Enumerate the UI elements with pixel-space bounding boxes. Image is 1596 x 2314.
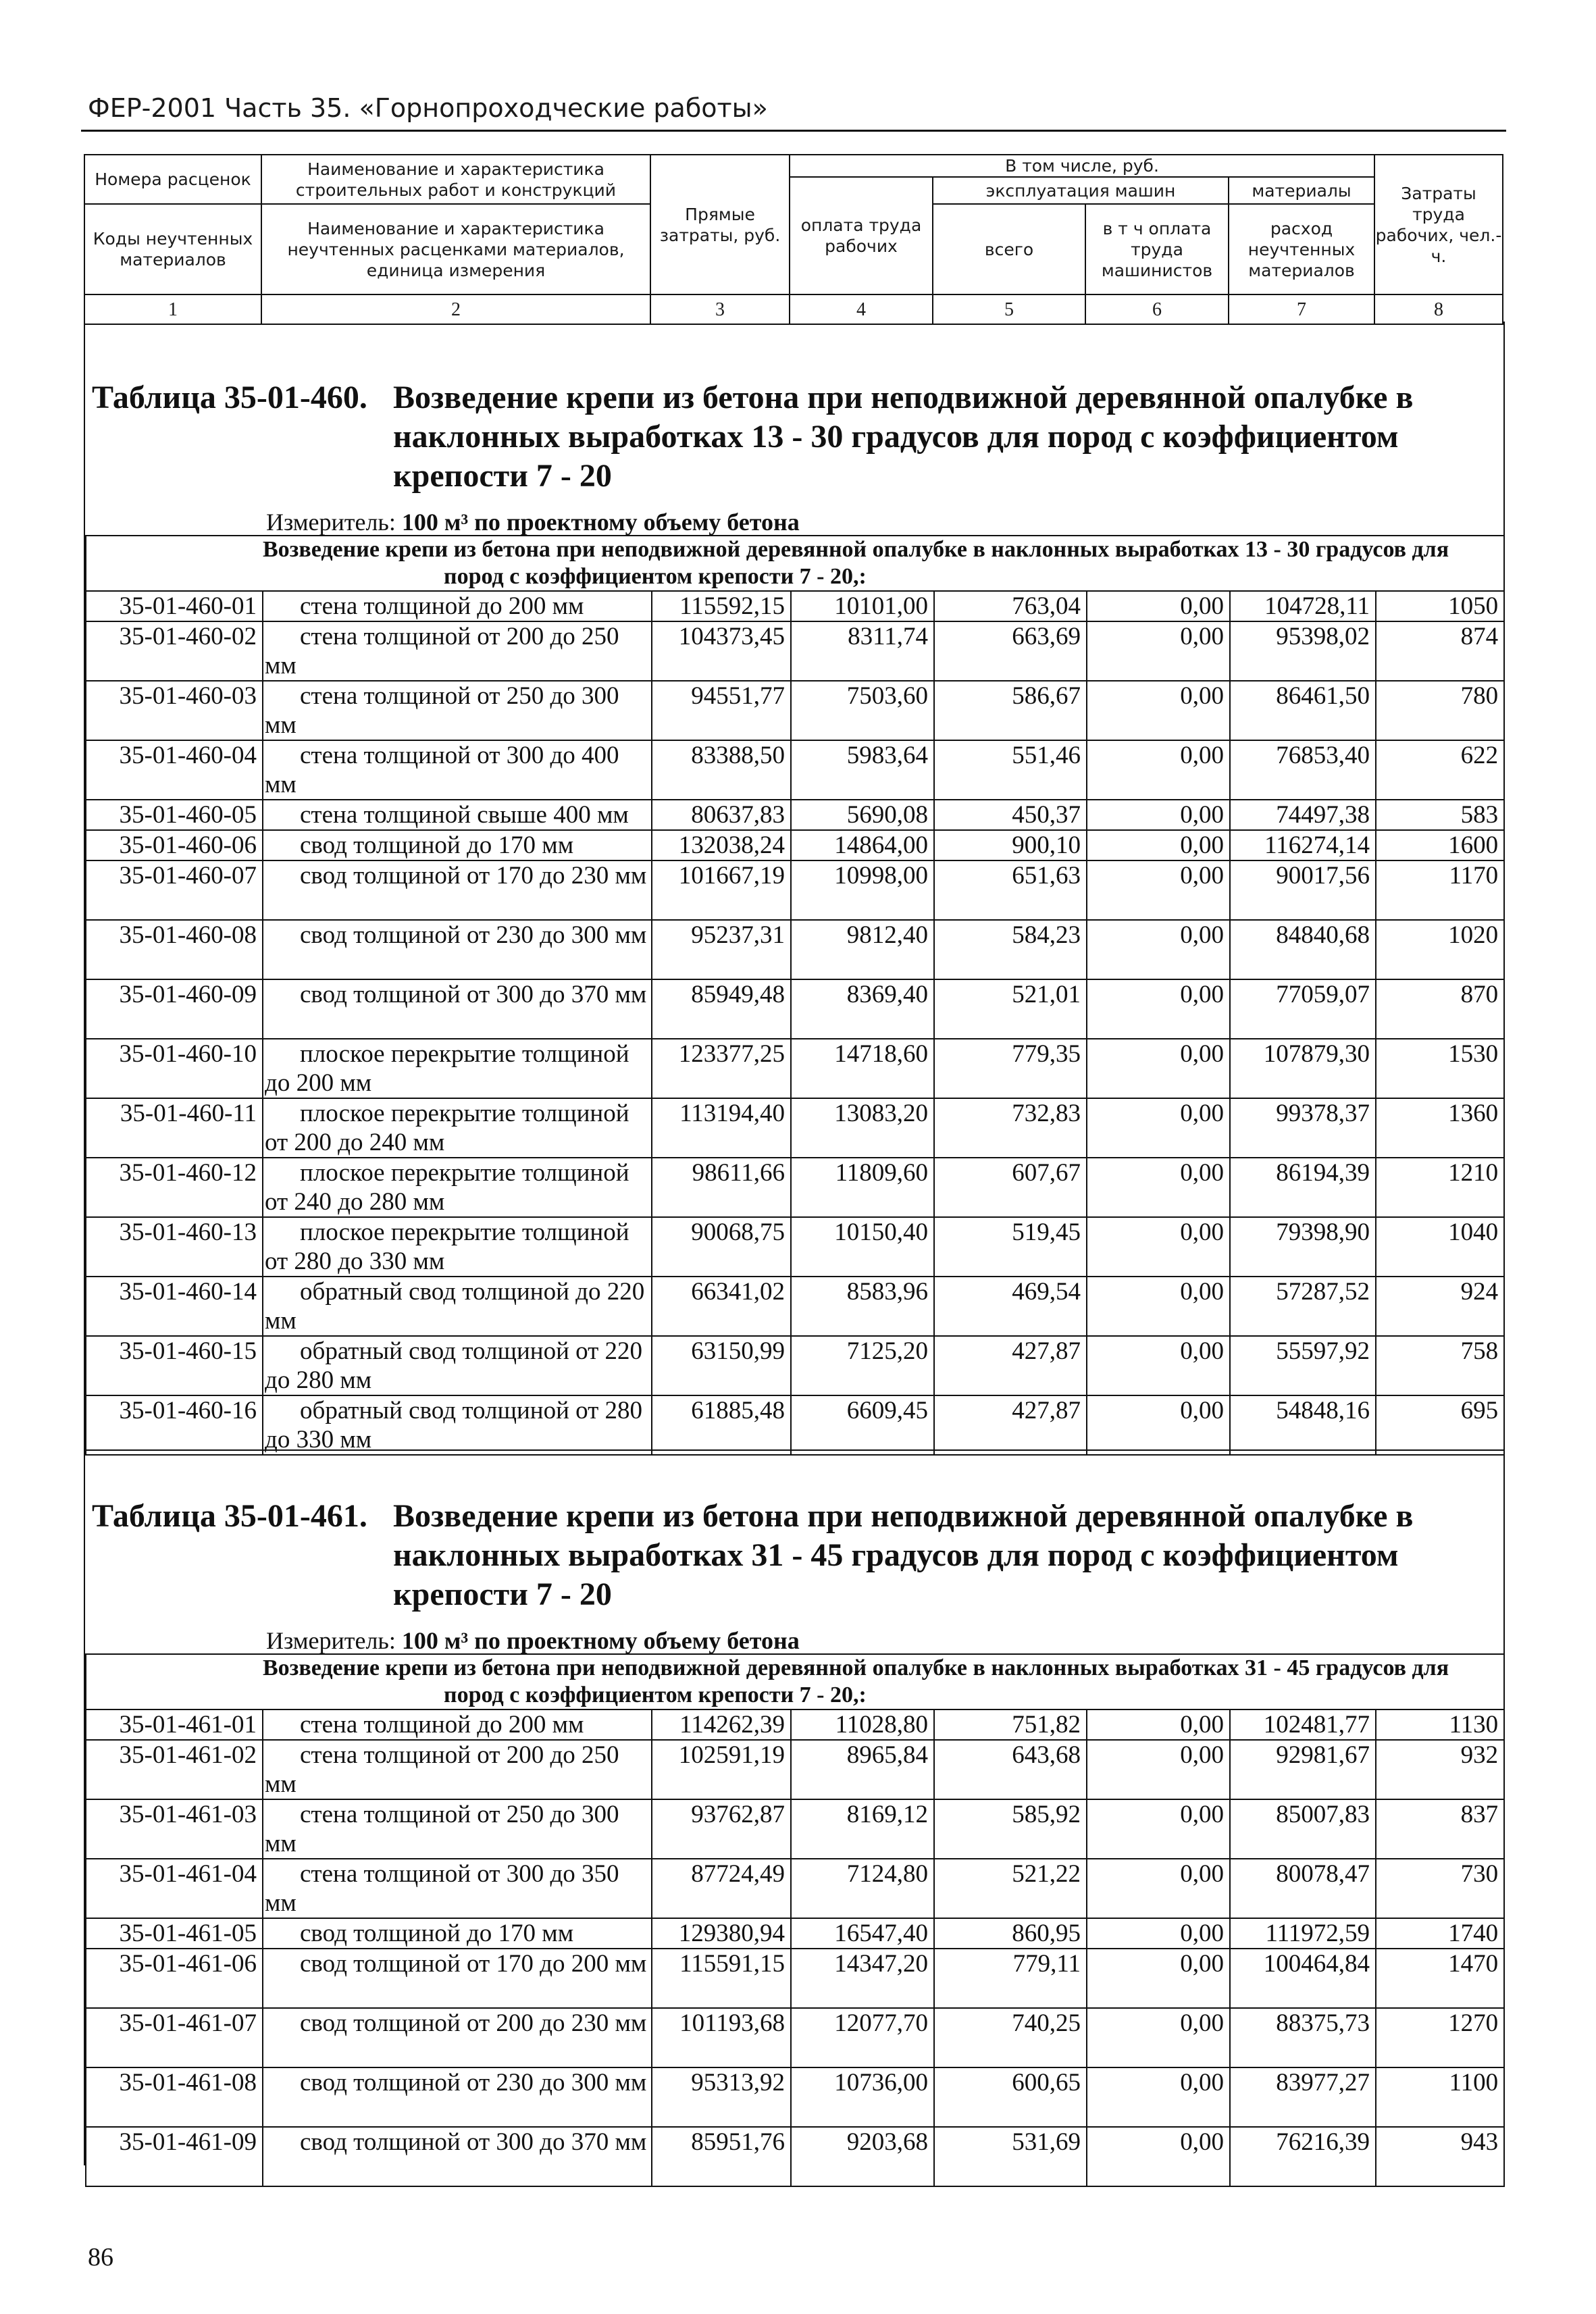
table-460: [85, 535, 1505, 1456]
cell-rate-code: 35-01-460-12: [86, 1158, 263, 1217]
cell-work-name: свод толщиной от 170 до 200 мм: [263, 1949, 652, 2008]
cell-operators-pay: 0,00: [1087, 1217, 1230, 1277]
table-row: [86, 860, 1504, 920]
meter-label: Измеритель:: [266, 509, 396, 536]
cell-materials-cost: 83977,27: [1230, 2067, 1376, 2127]
cell-machines-total: 860,95: [934, 1918, 1087, 1949]
cell-machines-total: 551,46: [934, 740, 1087, 800]
cell-work-name: стена толщиной от 250 до 300 мм: [263, 1799, 652, 1859]
cell-direct-costs: 101667,19: [652, 860, 791, 920]
table-row: [86, 1395, 1504, 1455]
cell-labor-hours: 932: [1376, 1740, 1504, 1799]
col-head-material-codes: Коды неучтенных материалов: [84, 204, 261, 294]
cell-worker-pay: 8369,40: [791, 979, 934, 1039]
cell-operators-pay: 0,00: [1087, 1709, 1230, 1740]
cell-work-name: свод толщиной от 170 до 230 мм: [263, 860, 652, 920]
cell-worker-pay: 14347,20: [791, 1949, 934, 2008]
cell-direct-costs: 95313,92: [652, 2067, 791, 2127]
col-head-machine-operation: эксплуатация машин: [933, 177, 1229, 204]
cell-materials-cost: 76216,39: [1230, 2127, 1376, 2186]
cell-rate-code: 35-01-461-01: [86, 1709, 263, 1740]
cell-work-name: плоское перекрытие толщиной до 200 мм: [263, 1039, 652, 1098]
table-row: [86, 1709, 1504, 1740]
cell-rate-code: 35-01-460-07: [86, 860, 263, 920]
col-head-work-name: Наименование и характеристика строительных работ и конструкций: [261, 155, 650, 204]
cell-worker-pay: 10736,00: [791, 2067, 934, 2127]
cell-machines-total: 751,82: [934, 1709, 1087, 1740]
cell-labor-hours: 1270: [1376, 2008, 1504, 2067]
cell-operators-pay: 0,00: [1087, 1918, 1230, 1949]
col-number: 8: [1374, 294, 1503, 324]
cell-work-name: обратный свод толщиной от 280 до 330 мм: [263, 1395, 652, 1455]
cell-operators-pay: 0,00: [1087, 1799, 1230, 1859]
cell-direct-costs: 98611,66: [652, 1158, 791, 1217]
cell-materials-cost: 77059,07: [1230, 979, 1376, 1039]
cell-materials-cost: 104728,11: [1230, 591, 1376, 621]
table-row: [86, 1336, 1504, 1395]
cell-operators-pay: 0,00: [1087, 591, 1230, 621]
table-row: [86, 621, 1504, 681]
table-460-meter: [266, 508, 800, 536]
cell-rate-code: 35-01-460-16: [86, 1395, 263, 1455]
cell-materials-cost: 90017,56: [1230, 860, 1376, 920]
cell-operators-pay: 0,00: [1087, 1336, 1230, 1395]
cell-work-name: стена толщиной от 250 до 300 мм: [263, 681, 652, 740]
cell-rate-code: 35-01-461-04: [86, 1859, 263, 1918]
col-number: 7: [1229, 294, 1374, 324]
col-number: 2: [261, 294, 650, 324]
table-row: [86, 1098, 1504, 1158]
table-row: [86, 979, 1504, 1039]
cell-operators-pay: 0,00: [1087, 1277, 1230, 1336]
cell-worker-pay: 11028,80: [791, 1709, 934, 1740]
cell-materials-cost: 88375,73: [1230, 2008, 1376, 2067]
cell-machines-total: 643,68: [934, 1740, 1087, 1799]
cell-materials-cost: 95398,02: [1230, 621, 1376, 681]
cell-work-name: стена толщиной от 200 до 250 мм: [263, 621, 652, 681]
cell-work-name: стена толщиной от 300 до 350 мм: [263, 1859, 652, 1918]
table-461-subheader: [263, 1654, 1504, 1709]
cell-worker-pay: 6609,45: [791, 1395, 934, 1455]
table-row: [86, 1039, 1504, 1098]
cell-rate-code: 35-01-460-09: [86, 979, 263, 1039]
table-row: [86, 1799, 1504, 1859]
subheader-gap: [86, 536, 263, 591]
cell-materials-cost: 80078,47: [1230, 1859, 1376, 1918]
cell-worker-pay: 8965,84: [791, 1740, 934, 1799]
table-row: [86, 1740, 1504, 1799]
cell-machines-total: 651,63: [934, 860, 1087, 920]
table-row: [86, 800, 1504, 830]
cell-labor-hours: 924: [1376, 1277, 1504, 1336]
cell-work-name: свод толщиной от 200 до 230 мм: [263, 2008, 652, 2067]
table-row: [86, 2067, 1504, 2127]
cell-operators-pay: 0,00: [1087, 1395, 1230, 1455]
col-number: 6: [1085, 294, 1229, 324]
meter-unit: 100 м³ по проектному объему бетона: [401, 1627, 800, 1654]
cell-work-name: свод толщиной до 170 мм: [263, 1918, 652, 1949]
cell-rate-code: 35-01-460-08: [86, 920, 263, 979]
cell-worker-pay: 7124,80: [791, 1859, 934, 1918]
cell-work-name: обратный свод толщиной от 220 до 280 мм: [263, 1336, 652, 1395]
cell-machines-total: 779,35: [934, 1039, 1087, 1098]
table-row: [86, 2008, 1504, 2067]
cell-machines-total: 469,54: [934, 1277, 1087, 1336]
cell-worker-pay: 5983,64: [791, 740, 934, 800]
cell-work-name: свод толщиной до 170 мм: [263, 830, 652, 860]
table-461-title: Возведение крепи из бетона при неподвижной деревянной опалубке в наклонных выработках 31 - 45 градусов для пород с коэффициентом крепости 7 - 20: [393, 1498, 1414, 1612]
running-head: ФЕР-2001 Часть 35. «Горнопроходческие работы»: [88, 93, 768, 123]
cell-operators-pay: 0,00: [1087, 860, 1230, 920]
cell-work-name: стена толщиной от 200 до 250 мм: [263, 1740, 652, 1799]
cell-materials-cost: 111972,59: [1230, 1918, 1376, 1949]
cell-direct-costs: 80637,83: [652, 800, 791, 830]
cell-operators-pay: 0,00: [1087, 800, 1230, 830]
cell-direct-costs: 83388,50: [652, 740, 791, 800]
cell-work-name: стена толщиной до 200 мм: [263, 1709, 652, 1740]
cell-machines-total: 740,25: [934, 2008, 1087, 2067]
cell-materials-cost: 107879,30: [1230, 1039, 1376, 1098]
cell-rate-code: 35-01-460-14: [86, 1277, 263, 1336]
cell-operators-pay: 0,00: [1087, 2067, 1230, 2127]
table-row: [86, 1949, 1504, 2008]
table-460-caption: [92, 378, 1503, 496]
cell-direct-costs: 129380,94: [652, 1918, 791, 1949]
cell-work-name: плоское перекрытие толщиной от 240 до 280 мм: [263, 1158, 652, 1217]
cell-materials-cost: 116274,14: [1230, 830, 1376, 860]
page-number: 86: [88, 2243, 113, 2271]
cell-machines-total: 900,10: [934, 830, 1087, 860]
cell-labor-hours: 1100: [1376, 2067, 1504, 2127]
col-number: 4: [790, 294, 933, 324]
table-461-label: Таблица 35-01-461.: [92, 1498, 367, 1534]
cell-labor-hours: 695: [1376, 1395, 1504, 1455]
cell-labor-hours: 874: [1376, 621, 1504, 681]
cell-materials-cost: 102481,77: [1230, 1709, 1376, 1740]
cell-operators-pay: 0,00: [1087, 1039, 1230, 1098]
cell-direct-costs: 85949,48: [652, 979, 791, 1039]
cell-materials-cost: 86194,39: [1230, 1158, 1376, 1217]
col-number: 1: [84, 294, 261, 324]
cell-worker-pay: 8169,12: [791, 1799, 934, 1859]
cell-machines-total: 779,11: [934, 1949, 1087, 2008]
cell-machines-total: 763,04: [934, 591, 1087, 621]
cell-direct-costs: 94551,77: [652, 681, 791, 740]
cell-direct-costs: 104373,45: [652, 621, 791, 681]
tables-content: [84, 322, 1505, 2165]
cell-machines-total: 519,45: [934, 1217, 1087, 1277]
cell-labor-hours: 870: [1376, 979, 1504, 1039]
meter-label: Измеритель:: [266, 1627, 396, 1654]
cell-machines-total: 521,22: [934, 1859, 1087, 1918]
cell-machines-total: 427,87: [934, 1336, 1087, 1395]
cell-labor-hours: 1740: [1376, 1918, 1504, 1949]
table-row: [86, 830, 1504, 860]
cell-operators-pay: 0,00: [1087, 2008, 1230, 2067]
cell-work-name: плоское перекрытие толщиной от 280 до 330 мм: [263, 1217, 652, 1277]
header-rule: [81, 130, 1506, 132]
cell-work-name: стена толщиной свыше 400 мм: [263, 800, 652, 830]
cell-direct-costs: 66341,02: [652, 1277, 791, 1336]
cell-machines-total: 607,67: [934, 1158, 1087, 1217]
cell-rate-code: 35-01-461-09: [86, 2127, 263, 2186]
cell-direct-costs: 93762,87: [652, 1799, 791, 1859]
cell-operators-pay: 0,00: [1087, 1158, 1230, 1217]
cell-rate-code: 35-01-461-08: [86, 2067, 263, 2127]
cell-operators-pay: 0,00: [1087, 1098, 1230, 1158]
col-number: 5: [933, 294, 1085, 324]
cell-operators-pay: 0,00: [1087, 920, 1230, 979]
cell-direct-costs: 95237,31: [652, 920, 791, 979]
cell-operators-pay: 0,00: [1087, 1740, 1230, 1799]
col-number: 3: [650, 294, 790, 324]
subheader-gap: [86, 1654, 263, 1709]
cell-rate-code: 35-01-460-06: [86, 830, 263, 860]
cell-materials-cost: 74497,38: [1230, 800, 1376, 830]
cell-machines-total: 600,65: [934, 2067, 1087, 2127]
cell-worker-pay: 11809,60: [791, 1158, 934, 1217]
cell-labor-hours: 1210: [1376, 1158, 1504, 1217]
cell-direct-costs: 101193,68: [652, 2008, 791, 2067]
cell-materials-cost: 57287,52: [1230, 1277, 1376, 1336]
cell-materials-cost: 100464,84: [1230, 1949, 1376, 2008]
cell-operators-pay: 0,00: [1087, 740, 1230, 800]
cell-rate-code: 35-01-461-07: [86, 2008, 263, 2067]
cell-labor-hours: 1170: [1376, 860, 1504, 920]
cell-machines-total: 586,67: [934, 681, 1087, 740]
cell-machines-total: 521,01: [934, 979, 1087, 1039]
cell-work-name: свод толщиной от 230 до 300 мм: [263, 920, 652, 979]
cell-labor-hours: 1020: [1376, 920, 1504, 979]
cell-direct-costs: 132038,24: [652, 830, 791, 860]
cell-worker-pay: 5690,08: [791, 800, 934, 830]
cell-operators-pay: 0,00: [1087, 979, 1230, 1039]
cell-direct-costs: 61885,48: [652, 1395, 791, 1455]
cell-labor-hours: 1530: [1376, 1039, 1504, 1098]
cell-machines-total: 427,87: [934, 1395, 1087, 1455]
cell-direct-costs: 85951,76: [652, 2127, 791, 2186]
cell-labor-hours: 1040: [1376, 1217, 1504, 1277]
cell-rate-code: 35-01-460-11: [86, 1098, 263, 1158]
cell-labor-hours: 837: [1376, 1799, 1504, 1859]
cell-operators-pay: 0,00: [1087, 681, 1230, 740]
cell-labor-hours: 1470: [1376, 1949, 1504, 2008]
table-461-caption: [92, 1497, 1503, 1614]
cell-labor-hours: 730: [1376, 1859, 1504, 1918]
cell-machines-total: 585,92: [934, 1799, 1087, 1859]
cell-machines-total: 584,23: [934, 920, 1087, 979]
cell-work-name: стена толщиной от 300 до 400 мм: [263, 740, 652, 800]
table-460-label: Таблица 35-01-460.: [92, 380, 367, 415]
cell-work-name: обратный свод толщиной до 220 мм: [263, 1277, 652, 1336]
cell-labor-hours: 1360: [1376, 1098, 1504, 1158]
table-461: [85, 1653, 1505, 2187]
table-460-bottom-rule: [85, 1449, 1503, 1451]
cell-operators-pay: 0,00: [1087, 1949, 1230, 2008]
cell-materials-cost: 54848,16: [1230, 1395, 1376, 1455]
cell-direct-costs: 123377,25: [652, 1039, 791, 1098]
cell-worker-pay: 8583,96: [791, 1277, 934, 1336]
cell-work-name: свод толщиной от 300 до 370 мм: [263, 979, 652, 1039]
cell-worker-pay: 10101,00: [791, 591, 934, 621]
table-row: [86, 591, 1504, 621]
cell-materials-cost: 79398,90: [1230, 1217, 1376, 1277]
cell-rate-code: 35-01-461-03: [86, 1799, 263, 1859]
meter-unit: 100 м³ по проектному объему бетона: [401, 509, 800, 536]
cell-worker-pay: 13083,20: [791, 1098, 934, 1158]
cell-work-name: свод толщиной от 230 до 300 мм: [263, 2067, 652, 2127]
col-head-rate-numbers: Номера расценок: [84, 155, 261, 204]
cell-rate-code: 35-01-460-13: [86, 1217, 263, 1277]
cell-direct-costs: 102591,19: [652, 1740, 791, 1799]
cell-worker-pay: 9203,68: [791, 2127, 934, 2186]
cell-worker-pay: 14718,60: [791, 1039, 934, 1098]
cell-rate-code: 35-01-460-02: [86, 621, 263, 681]
cell-labor-hours: 622: [1376, 740, 1504, 800]
column-header-table: [84, 154, 1503, 325]
cell-rate-code: 35-01-460-10: [86, 1039, 263, 1098]
cell-operators-pay: 0,00: [1087, 1859, 1230, 1918]
col-head-unaccounted-materials: расход неучтенных материалов: [1229, 204, 1374, 294]
cell-rate-code: 35-01-460-15: [86, 1336, 263, 1395]
cell-work-name: стена толщиной до 200 мм: [263, 591, 652, 621]
table-row: [86, 1918, 1504, 1949]
cell-worker-pay: 9812,40: [791, 920, 934, 979]
col-head-machines-total: всего: [933, 204, 1085, 294]
cell-labor-hours: 1600: [1376, 830, 1504, 860]
cell-direct-costs: 114262,39: [652, 1709, 791, 1740]
col-head-including: В том числе, руб.: [790, 155, 1374, 177]
cell-labor-hours: 1130: [1376, 1709, 1504, 1740]
cell-worker-pay: 7125,20: [791, 1336, 934, 1395]
col-head-materials: материалы: [1229, 177, 1374, 204]
cell-machines-total: 450,37: [934, 800, 1087, 830]
table-461-subheader-text: Возведение крепи из бетона при неподвижной деревянной опалубке в наклонных выработках 31 - 45 градусов для пород с коэффициентом крепости 7 - 20,:: [263, 1655, 1449, 1707]
col-head-worker-pay: оплата труда рабочих: [790, 177, 933, 294]
cell-rate-code: 35-01-460-04: [86, 740, 263, 800]
cell-work-name: плоское перекрытие толщиной от 200 до 240 мм: [263, 1098, 652, 1158]
col-head-labor-hours: Затраты труда рабочих, чел.-ч.: [1374, 155, 1503, 294]
cell-materials-cost: 85007,83: [1230, 1799, 1376, 1859]
cell-worker-pay: 10150,40: [791, 1217, 934, 1277]
col-head-material-names: Наименование и характеристика неучтенных расценками материалов, единица измерения: [261, 204, 650, 294]
cell-materials-cost: 76853,40: [1230, 740, 1376, 800]
cell-worker-pay: 16547,40: [791, 1918, 934, 1949]
cell-materials-cost: 92981,67: [1230, 1740, 1376, 1799]
cell-materials-cost: 99378,37: [1230, 1098, 1376, 1158]
col-head-direct-costs: Прямые затраты, руб.: [650, 155, 790, 294]
cell-materials-cost: 86461,50: [1230, 681, 1376, 740]
cell-machines-total: 732,83: [934, 1098, 1087, 1158]
cell-machines-total: 663,69: [934, 621, 1087, 681]
cell-operators-pay: 0,00: [1087, 621, 1230, 681]
table-461-meter: [266, 1626, 800, 1655]
cell-materials-cost: 55597,92: [1230, 1336, 1376, 1395]
table-row: [86, 920, 1504, 979]
cell-work-name: свод толщиной от 300 до 370 мм: [263, 2127, 652, 2186]
cell-rate-code: 35-01-460-05: [86, 800, 263, 830]
col-head-operators-pay: в т ч оплата труда машинистов: [1085, 204, 1229, 294]
table-row: [86, 1217, 1504, 1277]
table-row: [86, 1158, 1504, 1217]
table-460-subheader: [263, 536, 1504, 591]
cell-worker-pay: 7503,60: [791, 681, 934, 740]
cell-machines-total: 531,69: [934, 2127, 1087, 2186]
cell-operators-pay: 0,00: [1087, 830, 1230, 860]
table-row: [86, 1277, 1504, 1336]
cell-direct-costs: 90068,75: [652, 1217, 791, 1277]
cell-direct-costs: 113194,40: [652, 1098, 791, 1158]
cell-labor-hours: 943: [1376, 2127, 1504, 2186]
cell-labor-hours: 1050: [1376, 591, 1504, 621]
cell-materials-cost: 84840,68: [1230, 920, 1376, 979]
cell-worker-pay: 12077,70: [791, 2008, 934, 2067]
cell-worker-pay: 14864,00: [791, 830, 934, 860]
cell-rate-code: 35-01-461-06: [86, 1949, 263, 2008]
table-row: [86, 740, 1504, 800]
cell-rate-code: 35-01-460-03: [86, 681, 263, 740]
cell-direct-costs: 87724,49: [652, 1859, 791, 1918]
cell-labor-hours: 583: [1376, 800, 1504, 830]
cell-operators-pay: 0,00: [1087, 2127, 1230, 2186]
cell-direct-costs: 63150,99: [652, 1336, 791, 1395]
cell-worker-pay: 8311,74: [791, 621, 934, 681]
table-row: [86, 681, 1504, 740]
table-row: [86, 1859, 1504, 1918]
table-row: [86, 2127, 1504, 2186]
cell-labor-hours: 780: [1376, 681, 1504, 740]
cell-worker-pay: 10998,00: [791, 860, 934, 920]
cell-rate-code: 35-01-461-05: [86, 1918, 263, 1949]
cell-rate-code: 35-01-461-02: [86, 1740, 263, 1799]
cell-direct-costs: 115592,15: [652, 591, 791, 621]
cell-rate-code: 35-01-460-01: [86, 591, 263, 621]
table-460-title: Возведение крепи из бетона при неподвижной деревянной опалубке в наклонных выработках 13 - 30 градусов для пород с коэффициентом крепости 7 - 20: [393, 380, 1414, 494]
cell-labor-hours: 758: [1376, 1336, 1504, 1395]
cell-direct-costs: 115591,15: [652, 1949, 791, 2008]
table-460-subheader-text: Возведение крепи из бетона при неподвижной деревянной опалубке в наклонных выработках 13 - 30 градусов для пород с коэффициентом крепости 7 - 20,:: [263, 537, 1449, 589]
